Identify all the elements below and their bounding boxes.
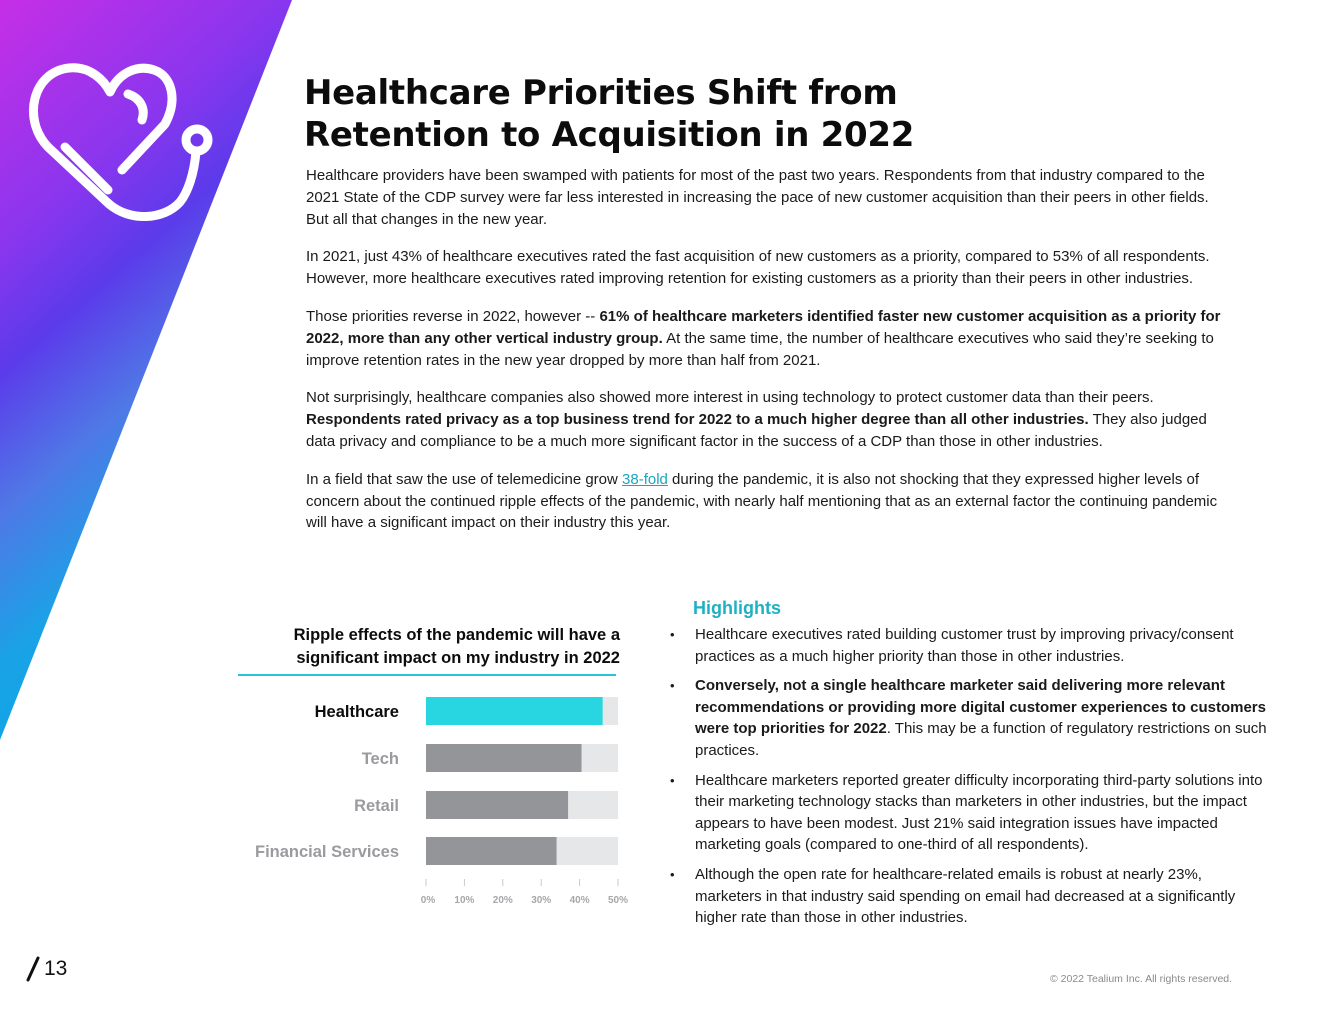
page-title xyxy=(304,72,1004,156)
category-label: Healthcare xyxy=(314,703,399,721)
highlight-item: • Healthcare executives rated building customer trust by improving privacy/consent practices as a much higher priority than those in other industries. xyxy=(668,624,1268,667)
highlights-list xyxy=(668,624,1268,937)
bar-tech xyxy=(426,744,582,772)
x-tick-label: 50% xyxy=(607,895,629,906)
paragraph-4-rest: They also judged data privacy and compliance to be a much more significant factor in the success of a CDP than those in other industries. xyxy=(306,411,1207,450)
paragraph-5-rest: during the pandemic, it is also not shocking that they expressed higher levels of concern about the continued ripple effects of the pandemic, with nearly half mentioning that as an external factor the continuing pandemic will have a significant impact on their industry this year. xyxy=(306,470,1218,532)
title-line-2: Retention to Acquisition in 2022 xyxy=(304,115,915,155)
bar-healthcare xyxy=(426,697,603,725)
paragraph-4-lead: Not surprisingly, healthcare companies also showed more interest in using technology to protect customer data than their peers. xyxy=(306,389,1154,407)
paragraph-4-emphasis: Respondents rated privacy as a top business trend for 2022 to a much higher degree than all other industries. xyxy=(306,411,1089,429)
telemedicine-38-fold-link[interactable]: 38-fold xyxy=(622,470,668,488)
paragraph-5 xyxy=(306,469,1231,534)
highlights-title: Highlights xyxy=(693,598,781,618)
paragraph-3-emphasis: 61% of healthcare marketers identified faster new customer acquisition as a priority for 2022, more than any other vertical industry group. xyxy=(306,307,1221,347)
industry-impact-bar-chart xyxy=(220,680,640,910)
category-label: Retail xyxy=(354,797,399,815)
page-number xyxy=(26,956,67,982)
paragraph-3-rest: At the same time, the number of healthcare executives who said they’re seeking to improve retention rates in the new year dropped by more than half from 2021. xyxy=(306,329,1214,369)
heart-stethoscope-icon xyxy=(22,52,222,222)
highlight-item-rest: . This may be a function of regulatory restrictions on such practices. xyxy=(695,720,1267,759)
chart-title: Ripple effects of the pandemic will have a significant impact on my industry in 2022 xyxy=(293,626,620,667)
title-line-1: Healthcare Priorities Shift from xyxy=(304,73,898,113)
highlight-item: • Healthcare marketers reported greater difficulty incorporating third-party solutions into their marketing technology stacks than marketers in other industries, but the impact appears to have been modest. Just 21% said integration issues have impacted marketing goals (compared to one-third of all respondents). xyxy=(668,770,1268,856)
slash-icon xyxy=(26,956,40,982)
x-tick-label: 40% xyxy=(569,895,590,906)
x-tick-label: 0% xyxy=(420,895,436,906)
chart-title-underline xyxy=(238,674,616,676)
category-label: Tech xyxy=(361,750,399,768)
highlight-item xyxy=(668,675,1268,761)
paragraph-3 xyxy=(306,306,1231,371)
x-tick-label: 20% xyxy=(492,895,513,906)
highlight-item-emphasis: Conversely, not a single healthcare marketer said delivering more relevant recommendations or providing more digital customer experiences to customers were top priorities for 2022 xyxy=(695,677,1266,738)
paragraph-4 xyxy=(306,387,1231,452)
paragraph-2: In 2021, just 43% of healthcare executives rated the fast acquisition of new customers as a priority, compared to 53% of all respondents. However, more healthcare executives rated improving retention for existing customers as a priority than their peers in other industries. xyxy=(306,248,1210,288)
bar-retail xyxy=(426,791,568,819)
x-tick-label: 10% xyxy=(454,895,475,906)
page-number-text: 13 xyxy=(44,957,68,980)
highlight-item: • Although the open rate for healthcare-related emails is robust at nearly 23%, marketers in that industry said spending on email had decreased at a significantly higher rate than those in other industries. xyxy=(668,864,1268,929)
paragraph-3-lead: Those priorities reverse in 2022, however -- xyxy=(306,307,600,325)
copyright-notice: © 2022 Tealium Inc. All rights reserved. xyxy=(1050,973,1233,985)
paragraph-5-lead: In a field that saw the use of telemedicine grow xyxy=(306,470,623,488)
x-tick-label: 30% xyxy=(531,895,552,906)
paragraph-1: Healthcare providers have been swamped with patients for most of the past two years. Respondents from that industry compared to the 2021 State of the CDP survey were far less interested in increasing the pace of new customer acquisition than their peers in other fields. But all that changes in the new year. xyxy=(306,167,1209,228)
category-label: Financial Services xyxy=(255,843,399,861)
body-text xyxy=(306,165,1231,550)
bar-financial-services xyxy=(426,837,557,865)
